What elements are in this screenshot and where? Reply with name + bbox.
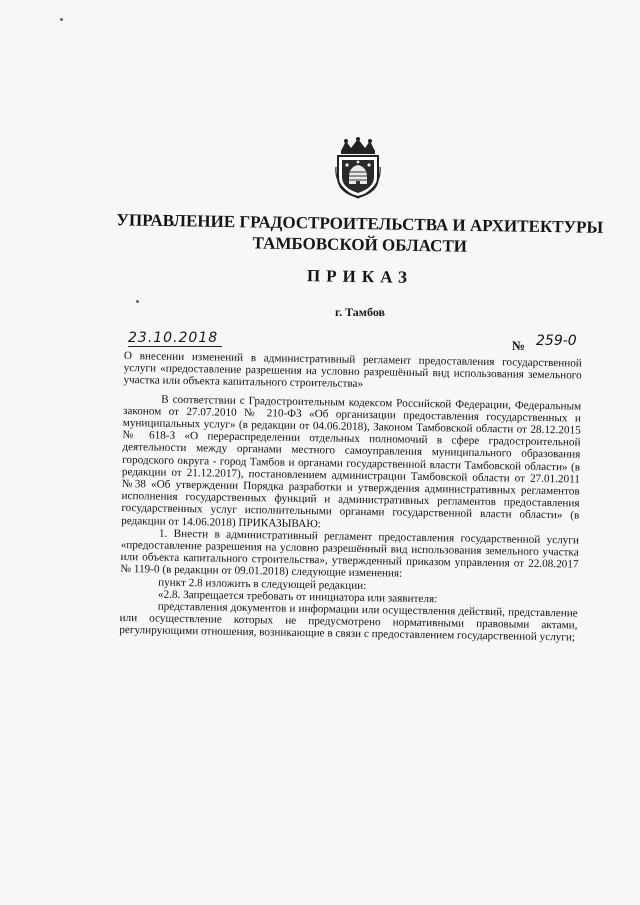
document-type: ПРИКАЗ xyxy=(306,266,414,287)
city: г. Тамбов xyxy=(335,305,385,319)
scan-speck xyxy=(136,300,139,303)
preamble-paragraph: В соответствии с Градостроительным кодексом Российской Федерации, Федеральным законом от 27.07.2010 № 210-ФЗ «Об организации предоставления государственных и муниципальных услуг» (в редакции от 04.06.2018), Законом Тамбовской области от 28.12.2015 № 618-З «О перераспределении отдельных полномочий в сфере градостроительной деятельности между органами местного самоуправления муниципального образования городского округа - город Тамбов и органами государственной власти Тамбовской области» (в редакции от 21.12.2017), постановлением администрации Тамбовской области от 27.01.2011 №38 «Об утверждении Порядка разработки и утверждения административных регламентов исполнения государственных функций и административных регламентов предоставления государственных услуг исполнительными органами государственной власти области» (в редакции от 14.06.2018) ПРИКАЗЫВАЮ: xyxy=(121,393,582,530)
coat-of-arms-icon xyxy=(333,137,383,199)
organization-name-line1: УПРАВЛЕНИЕ ГРАДОСТРОИТЕЛЬСТВА И АРХИТЕКТУРЫ xyxy=(116,210,604,237)
clause-2-8-paragraph: «2.8. Запрещается требовать от инициатора или заявителя: xyxy=(157,588,438,606)
organization-name-line2: ТАМБОВСКОЙ ОБЛАСТИ xyxy=(252,233,468,256)
number-label: № xyxy=(512,338,526,353)
subject-line: О внесении изменений в административный регламент предоставления государственной услуги «предоставление разрешения на условно разрешённый вид использования земельного участка или объекта капитального строительства» xyxy=(123,350,582,391)
scan-speck xyxy=(60,18,63,21)
document-body xyxy=(119,350,582,644)
clause-intro-paragraph: пункт 2.8 изложить в следующей редакции: xyxy=(158,576,367,592)
handwritten-number: 259-0 xyxy=(536,333,577,349)
handwritten-date: 23.10.2018 xyxy=(128,330,222,347)
clause-2-8-item-paragraph: представления документов и информации или осуществления действий, представление или осуществление которых не предусмотрено нормативными правовыми актами, регулирующими отношения, возникающие в связи с предоставлением государственной услуги; xyxy=(119,600,578,644)
item-1-paragraph: 1. Внести в административный регламент предоставления государственной услуги «предоставление разрешения на условно разрешённый вид использования земельного участка или объекта капитального строительства», утвержденный приказом управления от 22.08.2017 № 119-0 (в редакции от 09.01.2018) следующие изменения: xyxy=(120,527,580,581)
